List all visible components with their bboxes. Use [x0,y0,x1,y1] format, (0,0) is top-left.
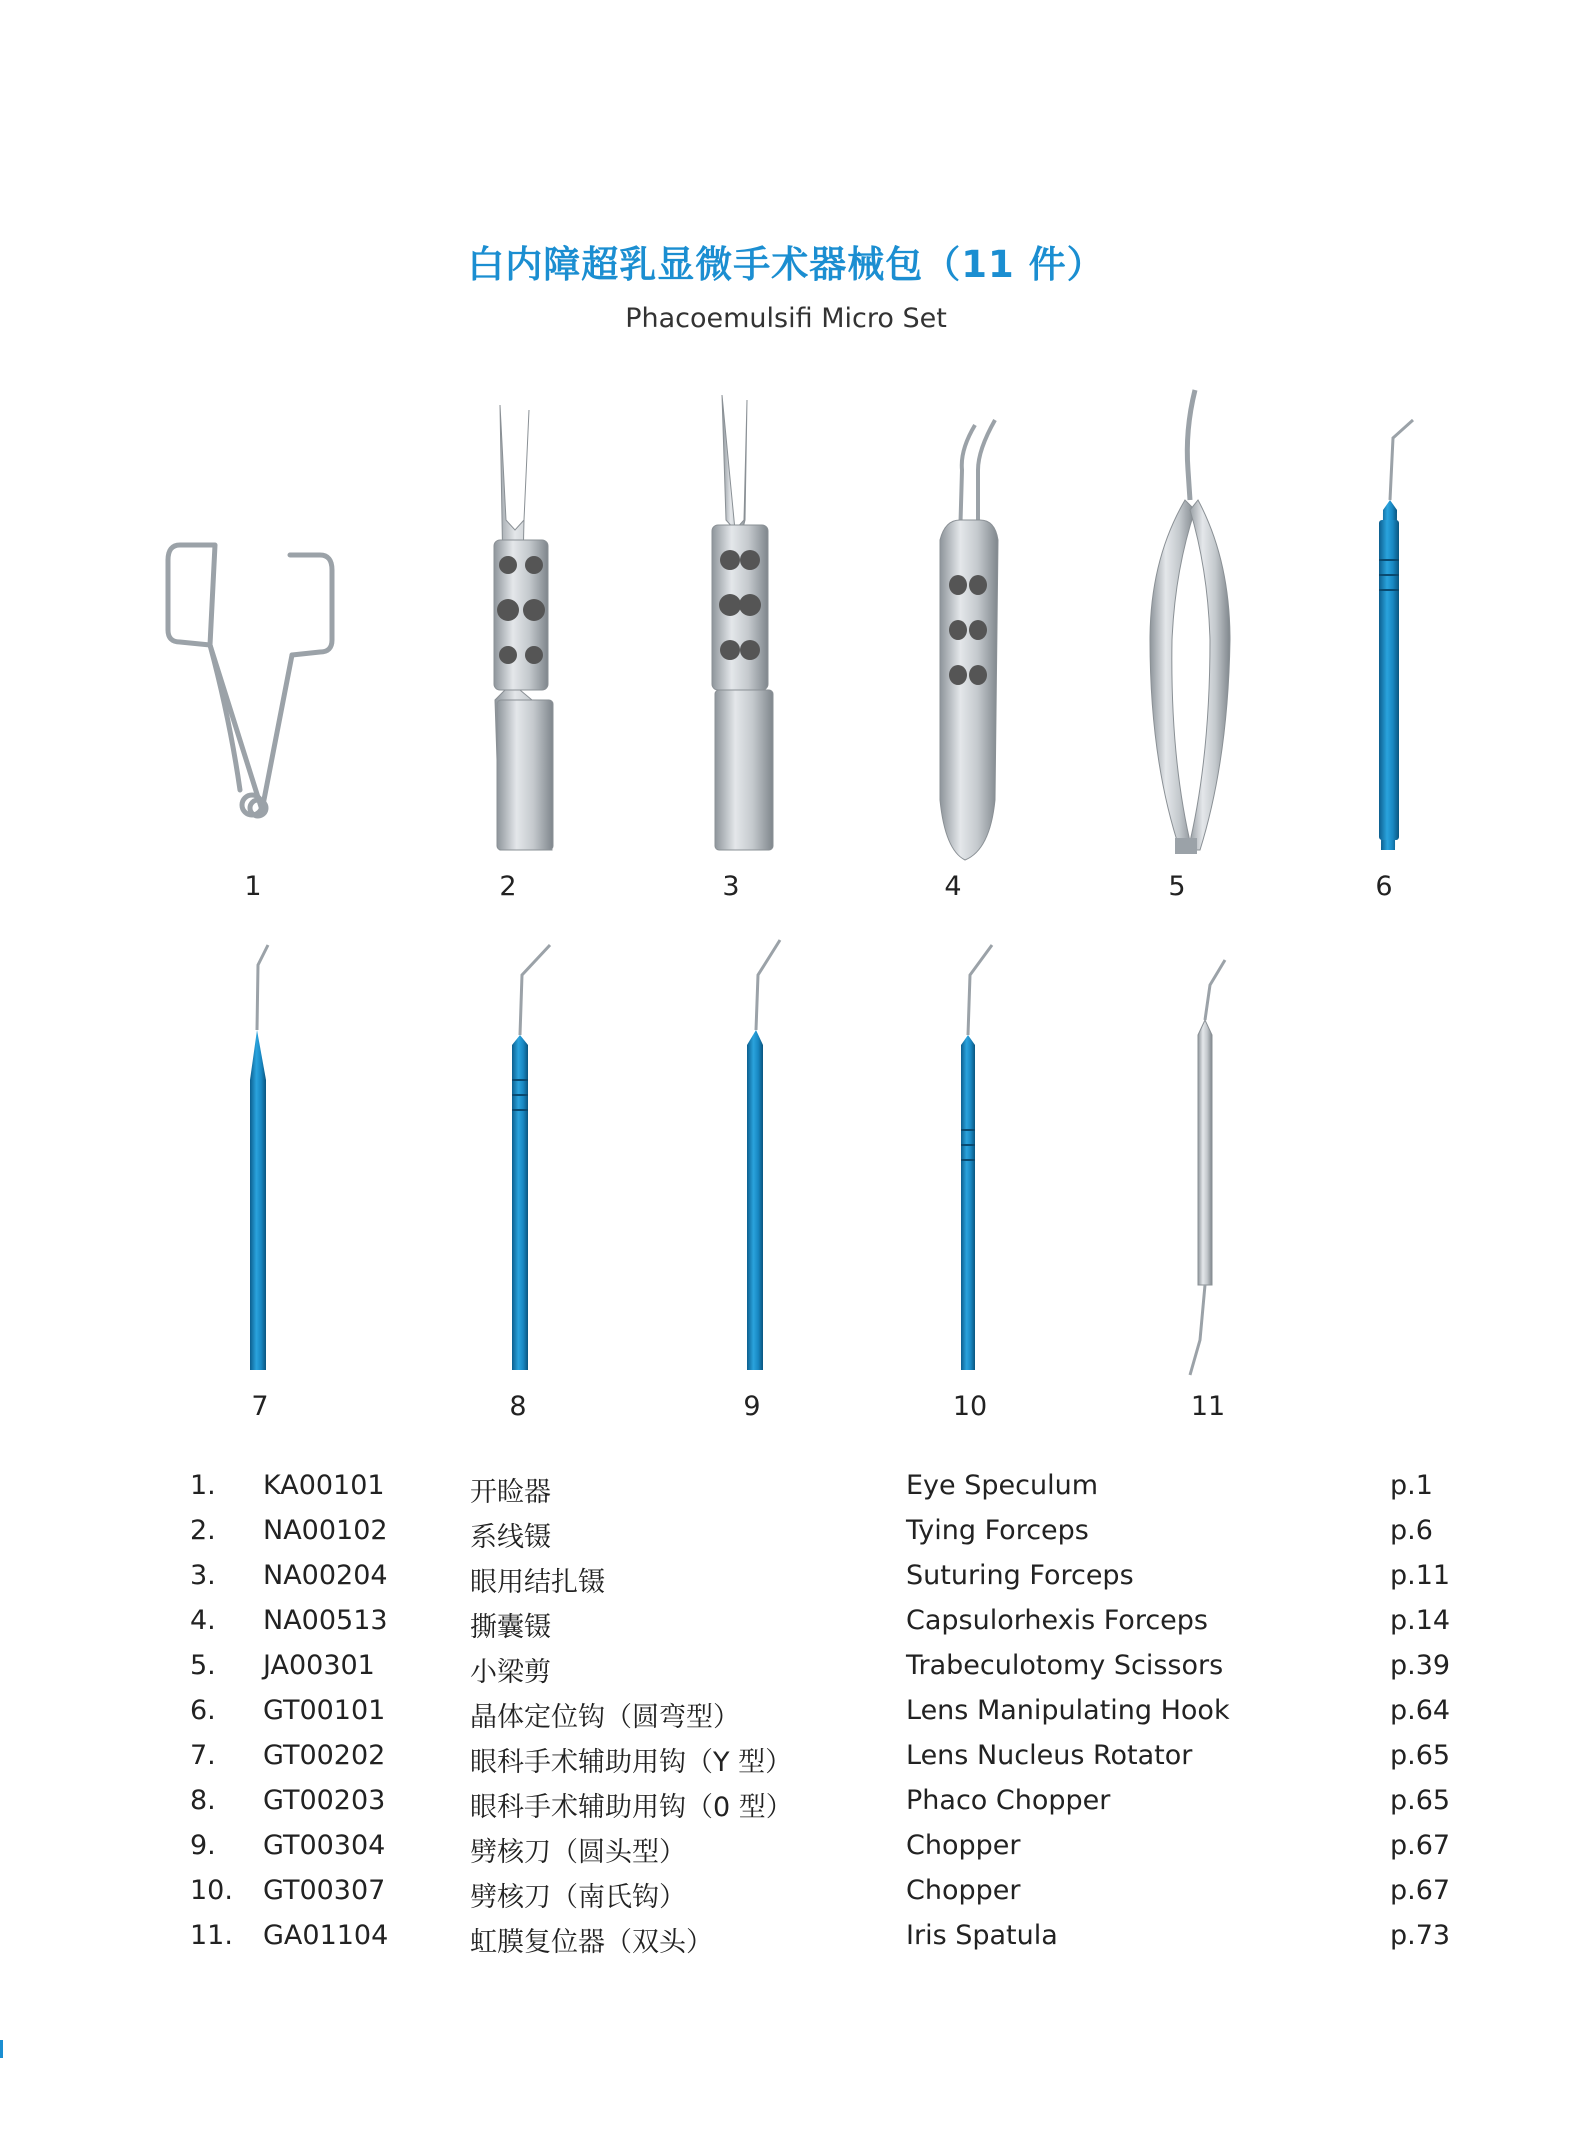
item-number: 2. [190,1515,216,1546]
lens-manipulating-hook-illustration [1379,420,1413,850]
list-item [0,1875,1572,1915]
instrument-label-6: 6 [1375,871,1393,902]
item-code: NA00204 [263,1560,388,1591]
item-chinese-name: 晶体定位钩（圆弯型） [470,1702,740,1733]
item-number: 9. [190,1830,216,1861]
instrument-label-7: 7 [251,1391,269,1422]
item-page: p.65 [1390,1740,1451,1771]
item-code: JA00301 [263,1650,375,1681]
instrument-label-4: 4 [944,871,962,902]
item-code: GT00203 [263,1785,386,1816]
page-subtitle: Phacoemulsifi Micro Set [625,303,947,334]
item-chinese-name: 眼用结扎镊 [470,1567,605,1598]
list-item [0,1785,1572,1825]
item-number: 6. [190,1695,216,1726]
item-chinese-name: 小梁剪 [470,1657,551,1688]
phaco-chopper-illustration [512,945,550,1370]
item-page: p.11 [1390,1560,1451,1591]
list-item [0,1695,1572,1735]
item-number: 8. [190,1785,216,1816]
instrument-label-5: 5 [1168,871,1186,902]
trabeculotomy-scissors-illustration [1150,390,1230,854]
item-page: p.67 [1390,1875,1451,1906]
instrument-label-2: 2 [499,871,517,902]
iris-spatula-illustration [1190,960,1225,1375]
list-item [0,1920,1572,1960]
instrument-label-10: 10 [952,1391,988,1422]
item-code: NA00102 [263,1515,388,1546]
item-english-name: Chopper [906,1830,1021,1861]
item-page: p.64 [1390,1695,1451,1726]
item-code: GT00304 [263,1830,386,1861]
item-page: p.1 [1390,1470,1433,1501]
page-title: 白内障超乳显微手术器械包（11 件） [467,243,1105,286]
item-english-name: Suturing Forceps [906,1560,1134,1591]
lens-nucleus-rotator-illustration [250,945,268,1370]
item-english-name: Lens Manipulating Hook [906,1695,1230,1726]
instrument-label-9: 9 [743,1391,761,1422]
list-item [0,1605,1572,1645]
list-item [0,1650,1572,1690]
item-chinese-name: 劈核刀（圆头型） [470,1837,686,1868]
item-chinese-name: 系线镊 [470,1522,551,1553]
item-english-name: Chopper [906,1875,1021,1906]
list-item [0,1560,1572,1600]
page-edge-marker [0,2040,3,2058]
item-code: NA00513 [263,1605,388,1636]
item-page: p.14 [1390,1605,1451,1636]
capsulorhexis-forceps-illustration [940,420,998,860]
list-item [0,1515,1572,1555]
instrument-label-3: 3 [722,871,740,902]
item-chinese-name: 劈核刀（南氏钩） [470,1882,686,1913]
chopper-round-illustration [747,940,780,1370]
eye-speculum-illustration [168,545,332,816]
item-english-name: Iris Spatula [906,1920,1058,1951]
list-item [0,1740,1572,1780]
item-english-name: Tying Forceps [906,1515,1089,1546]
instrument-label-11: 11 [1190,1391,1226,1422]
item-english-name: Capsulorhexis Forceps [906,1605,1208,1636]
item-page: p.39 [1390,1650,1451,1681]
item-number: 1. [190,1470,216,1501]
item-code: GT00307 [263,1875,386,1906]
item-number: 5. [190,1650,216,1681]
item-number: 11. [190,1920,233,1951]
item-english-name: Trabeculotomy Scissors [906,1650,1224,1681]
item-number: 4. [190,1605,216,1636]
item-english-name: Lens Nucleus Rotator [906,1740,1193,1771]
item-chinese-name: 撕囊镊 [470,1612,551,1643]
item-number: 3. [190,1560,216,1591]
list-item [0,1830,1572,1870]
item-english-name: Phaco Chopper [906,1785,1111,1816]
tying-forceps-illustration [494,405,553,850]
chopper-nan-illustration [961,945,992,1370]
item-chinese-name: 眼科手术辅助用钩（0 型） [470,1792,793,1823]
item-page: p.6 [1390,1515,1433,1546]
suturing-forceps-illustration [712,395,773,850]
list-item [0,1470,1572,1510]
item-page: p.73 [1390,1920,1451,1951]
instrument-label-1: 1 [244,871,262,902]
item-code: GT00202 [263,1740,386,1771]
item-number: 7. [190,1740,216,1771]
item-page: p.65 [1390,1785,1451,1816]
item-chinese-name: 虹膜复位器（双头） [470,1927,713,1958]
item-number: 10. [190,1875,233,1906]
item-chinese-name: 开睑器 [470,1477,551,1508]
item-code: GA01104 [263,1920,389,1951]
instrument-label-8: 8 [509,1391,527,1422]
item-english-name: Eye Speculum [906,1470,1098,1501]
item-page: p.67 [1390,1830,1451,1861]
item-chinese-name: 眼科手术辅助用钩（Y 型） [470,1747,793,1778]
item-code: GT00101 [263,1695,386,1726]
item-code: KA00101 [263,1470,385,1501]
